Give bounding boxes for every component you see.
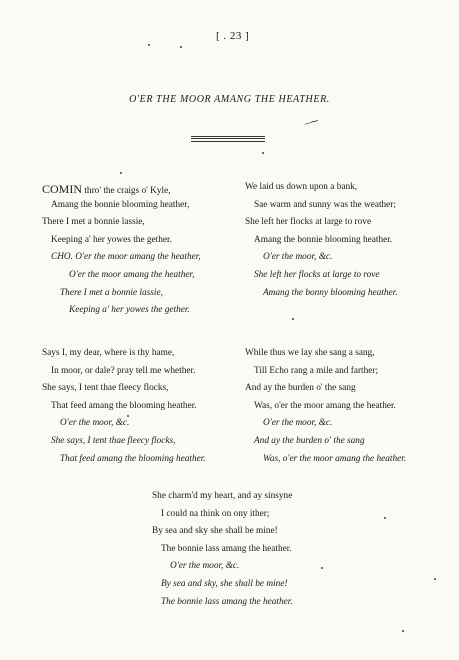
- verse-line: And ay the burden o' the sang: [245, 383, 356, 394]
- verse-line: O'er the moor, &c.: [170, 561, 240, 572]
- verse-line: In moor, or dale? pray tell me whether.: [51, 365, 196, 376]
- verse-line: She left her flocks at large to rove: [245, 217, 372, 228]
- title-rule: [191, 136, 265, 142]
- verse-line: O'er the moor, &c.: [263, 418, 333, 429]
- ink-speck: [148, 44, 150, 46]
- verse-line: She left her flocks at large to rove: [254, 270, 380, 280]
- ink-speck: [384, 517, 386, 519]
- ink-speck: [120, 172, 122, 174]
- ink-flourish: ~⁓: [303, 115, 320, 129]
- verse-line: O'er the moor amang the heather,: [69, 270, 195, 280]
- verse-line: She says, I tent thae fleecy flocks,: [51, 436, 176, 446]
- verse-line: O'er the moor, &c.: [60, 418, 130, 429]
- verse-line: I could na think on ony ither;: [161, 508, 270, 519]
- ink-speck: [321, 567, 323, 569]
- page-number: [ . 23 ]: [216, 30, 250, 42]
- verse-line: There I met a bonnie lassie,: [42, 217, 145, 228]
- verse-line: O'er the moor, &c.: [263, 252, 333, 263]
- ink-speck: [262, 152, 264, 154]
- verse-line: Sae warm and sunny was the weather;: [254, 199, 396, 210]
- verse-line: We laid us down upon a bank,: [245, 182, 358, 192]
- verse-line: She charm'd my heart, and ay sinsyne: [152, 491, 293, 501]
- verse-line: Was, o'er the moor amang the heather.: [263, 453, 407, 464]
- verse-line: The bonnie lass amang the heather.: [161, 596, 293, 607]
- verse-line: CHO. O'er the moor amang the heather,: [51, 252, 201, 263]
- verse-line: By sea and sky, she shall be mine!: [161, 579, 288, 589]
- verse-line: Keeping a' her yowes the gether.: [51, 234, 172, 245]
- verse-line: Amang the bonnie blooming heather.: [254, 234, 393, 245]
- verse-line: And ay the burden o' the sang: [254, 436, 365, 446]
- ink-speck: [127, 415, 129, 417]
- verse-line: COMIN thro' the craigs o' Kyle,: [42, 182, 171, 196]
- verse-line: Was, o'er the moor amang the heather.: [254, 400, 396, 411]
- verse-line: Till Echo rang a mile and farther;: [254, 365, 379, 376]
- ink-speck: [434, 578, 436, 580]
- verse-line: While thus we lay she sang a sang,: [245, 348, 375, 358]
- verse-line: Keeping a' her yowes the gether.: [69, 305, 190, 316]
- verse-line: The bonnie lass amang the heather.: [161, 543, 292, 554]
- verse-line: By sea and sky she shall be mine!: [152, 526, 278, 537]
- ink-speck: [292, 318, 294, 320]
- verse-line: There I met a bonnie lassie,: [60, 287, 163, 298]
- verse-line: Amang the bonny blooming heather.: [263, 287, 398, 298]
- ink-speck: [402, 630, 404, 632]
- verse-line: She says, I tent thae fleecy flocks,: [42, 383, 169, 394]
- verse-line: Amang the bonnie blooming heather,: [51, 199, 190, 210]
- verse-line: That feed amang the blooming heather.: [51, 400, 197, 411]
- verse-line: Says I, my dear, where is thy hame,: [42, 348, 175, 358]
- verse-line: That feed amang the blooming heather.: [60, 453, 206, 464]
- ink-speck: [180, 46, 182, 48]
- poem-title: O'ER THE MOOR AMANG THE HEATHER.: [129, 94, 330, 105]
